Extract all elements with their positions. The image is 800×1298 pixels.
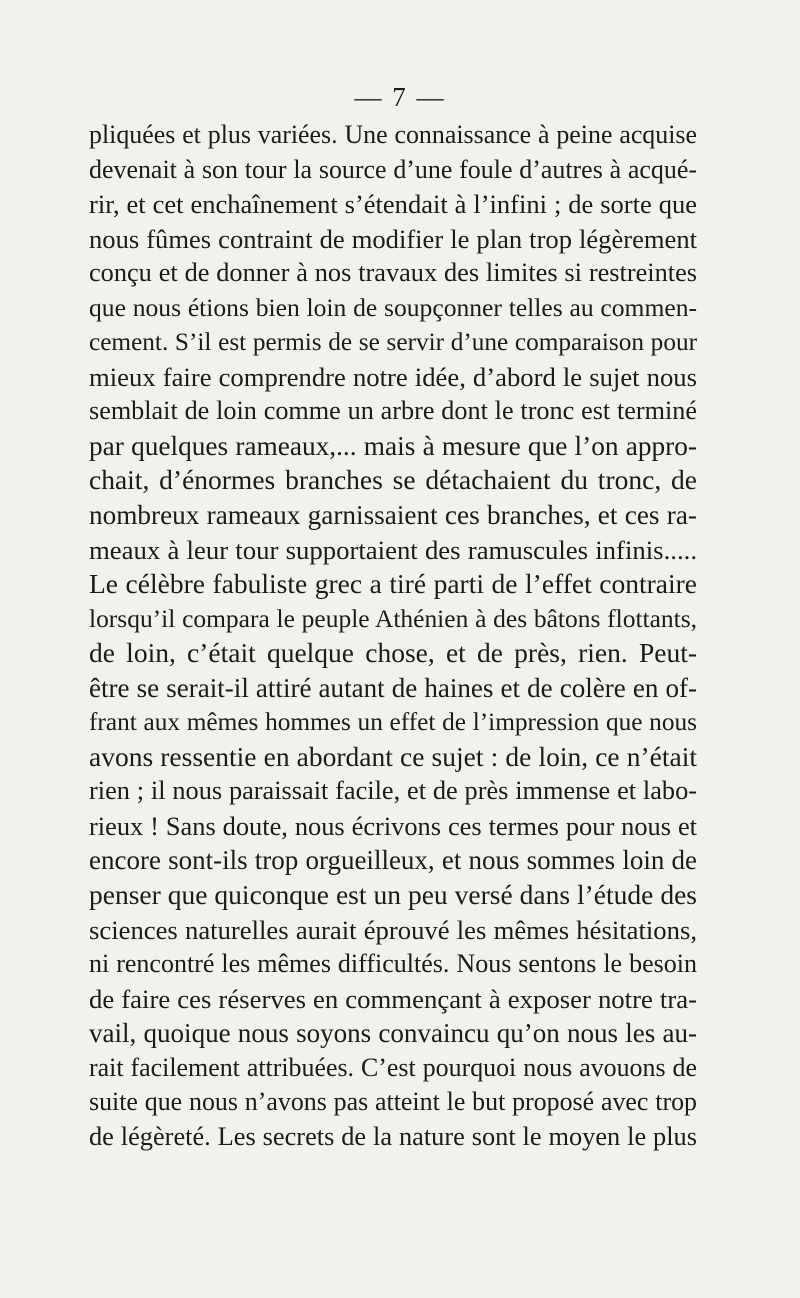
- text-line: encore sont-ils trop orgueilleux, et nous sommes loin de: [89, 845, 697, 876]
- text-line: devenait à son tour la source d’une foule d’autres à acqué-: [89, 154, 697, 184]
- text-line: pliquées et plus variées. Une connaissance à peine acquise: [89, 120, 697, 149]
- text-line: semblait de loin comme un arbre dont le tronc est terminé: [89, 396, 697, 426]
- text-line: que nous étions bien loin de soupçonner telles au commen-: [89, 292, 697, 322]
- text-line: suite que nous n’avons pas atteint le but proposé avec trop: [89, 1087, 697, 1117]
- text-line: meaux à leur tour supportaient des ramuscules infinis.....: [89, 534, 697, 565]
- text-line: penser que quiconque est un peu versé dans l’étude des: [89, 879, 697, 911]
- text-line: nous fûmes contraint de modifier le plan trop légèrement: [89, 223, 697, 254]
- text-line: rait facilement attribuées. C’est pourquoi nous avouons de: [89, 1052, 697, 1082]
- text-line: avons ressentie en abordant ce sujet : de loin, ce n’était: [89, 740, 697, 772]
- text-line: de faire ces réserves en commençant à exposer notre tra-: [89, 983, 697, 1014]
- text-line: ni rencontré les mêmes difficultés. Nous sentons le besoin: [89, 949, 697, 979]
- text-line: de loin, c’était quelque chose, et de près, rien. Peut-: [89, 637, 697, 669]
- text-line: rien ; il nous paraissait facile, et de près immense et labo-: [89, 776, 697, 806]
- text-line: Le célèbre fabuliste grec a tiré parti de l’effet contraire: [89, 568, 697, 600]
- body-text: [89, 118, 697, 1154]
- text-line: chait, d’énormes branches se détachaient du tronc, de: [89, 464, 697, 496]
- text-line: de légèreté. Les secrets de la nature sont le moyen le plus: [89, 1121, 697, 1151]
- page-number: — 7 —: [354, 82, 446, 112]
- text-line: rir, et cet enchaînement s’étendait à l’infini ; de sorte que: [89, 189, 697, 220]
- text-line: cement. S’il est permis de se servir d’une comparaison pour: [89, 328, 697, 357]
- text-line: sciences naturelles aurait éprouvé les mêmes hésitations,: [89, 914, 697, 945]
- text-line: mieux faire comprendre notre idée, d’abord le sujet nous: [89, 361, 697, 392]
- text-line: conçu et de donner à nos travaux des limites si restreintes: [89, 258, 697, 288]
- text-line: lorsqu’il compara le peuple Athénien à des bâtons flottants,: [89, 603, 697, 633]
- text-line: vail, quoique nous soyons convaincu qu’on nous les au-: [89, 1018, 697, 1049]
- text-line: rieux ! Sans doute, nous écrivons ces termes pour nous et: [89, 810, 697, 841]
- text-line: nombreux rameaux garnissaient ces branches, et ces ra-: [89, 500, 697, 531]
- text-line: frant aux mêmes hommes un effet de l’impression que nous: [89, 708, 697, 737]
- text-line: par quelques rameaux,... mais à mesure que l’on appro-: [89, 430, 697, 461]
- text-line: être se serait-il attiré autant de haines et de colère en of-: [89, 672, 697, 703]
